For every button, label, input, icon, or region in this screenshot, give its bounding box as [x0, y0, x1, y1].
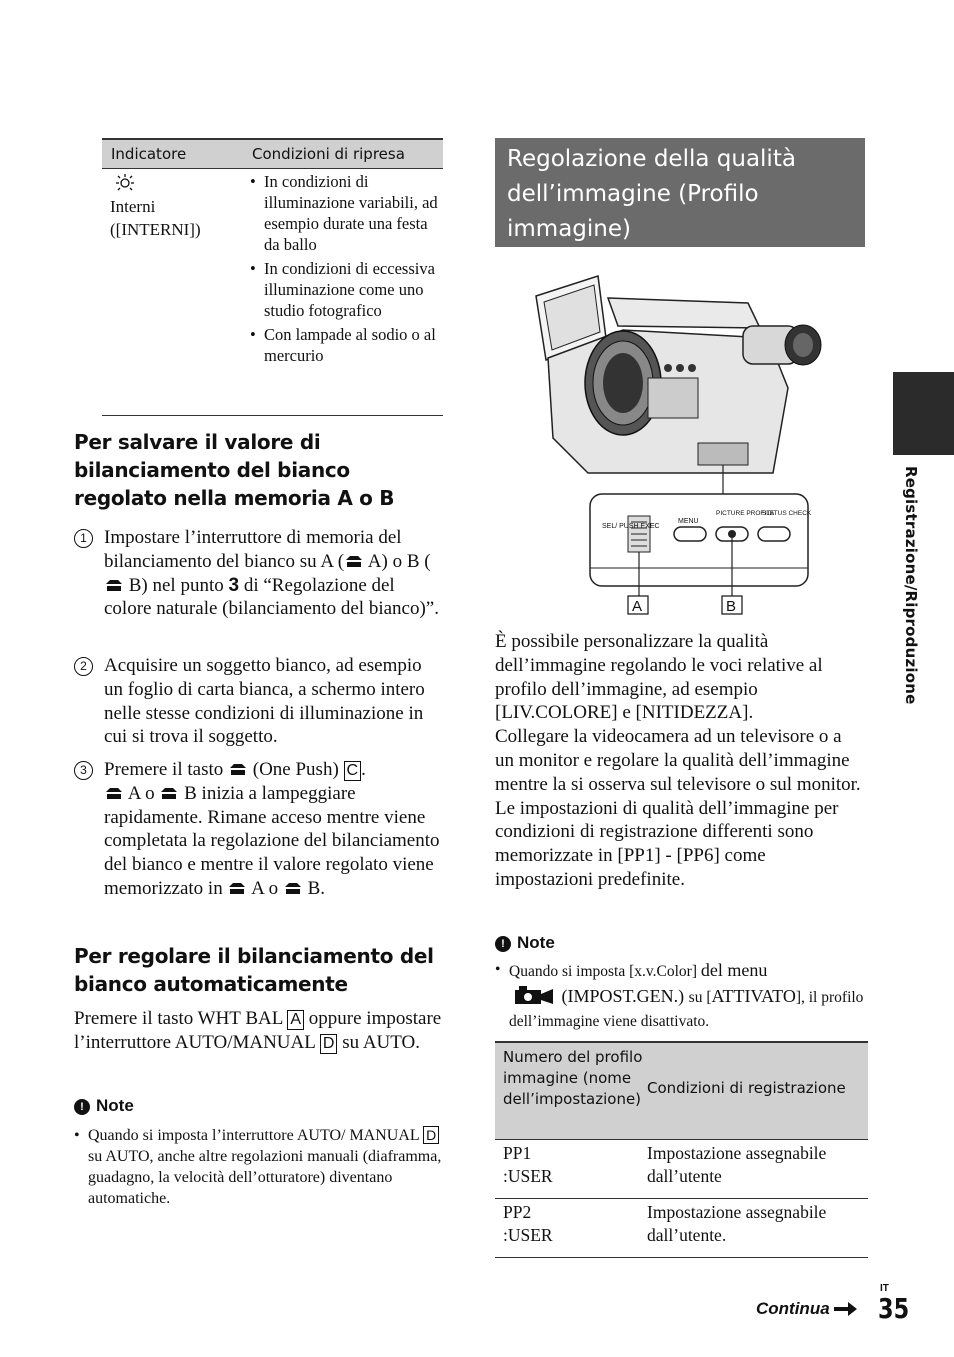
table-cell: Impostazione assegnabile dall’utente — [647, 1143, 827, 1186]
step-text: B inizia a lampeggiare rapidamente. Rimane acceso mentre viene completata la regolazione del bilanciamento del bianco e mentre il valore regolato viene memorizzato in — [104, 782, 440, 899]
picture-profile-label: PICTURE PROFILE — [716, 510, 775, 517]
indoor-light-icon — [114, 173, 136, 193]
arrow-right-icon — [834, 1301, 858, 1317]
step-text: A) o B ( — [364, 550, 431, 572]
continue-label — [756, 1299, 858, 1319]
note-item: • Quando si imposta [x.v.Color] del menu (IMPOST.GEN.) su [ATTIVATO], il profilo dell’immagine viene disattivato. — [495, 960, 864, 1030]
note-heading — [74, 1096, 134, 1116]
conditions-list — [250, 171, 440, 369]
step-text: Acquisire un soggetto bianco, ad esempio un foglio di carta bianca, a schermo intero nelle stesse condizioni di illuminazione in cui si trova il soggetto. — [104, 655, 425, 748]
white-balance-icon — [344, 554, 364, 568]
white-balance-icon — [227, 881, 247, 895]
paragraph: Le impostazioni di qualità dell’immagine per condizioni di registrazione differenti sono memorizzate in [PP1] - [PP6] come impostazioni predefinite. — [495, 797, 839, 890]
section-banner — [495, 138, 865, 247]
continue-text: Continua — [756, 1299, 830, 1318]
callout-d: D — [423, 1126, 439, 1144]
table-row — [495, 1199, 868, 1258]
step-text: B) nel punto — [124, 574, 229, 596]
page-number: 35 — [878, 1292, 910, 1325]
note-text: Quando si imposta l’interruttore AUTO/ MANUAL — [88, 1127, 424, 1144]
step-text: A o — [247, 877, 283, 899]
step-text: . — [361, 759, 366, 780]
note-text: Quando si imposta [x.v.Color] — [509, 963, 701, 980]
white-balance-icon — [228, 762, 248, 776]
white-balance-icon — [104, 578, 124, 592]
section-label — [898, 466, 922, 705]
note-text: su [ — [688, 989, 712, 1006]
list-item: • In condizioni di eccessiva illuminazione come uno studio fotografico — [250, 258, 440, 321]
section-title-auto: Per regolare il bilanciamento del bianco automaticamente — [74, 944, 434, 996]
step-number: 3 — [74, 761, 93, 780]
table-cell: PP2 :USER — [503, 1202, 553, 1245]
step-2 — [74, 654, 442, 749]
paragraph-text: Premere il tasto WHT BAL — [74, 1008, 288, 1029]
callout-a: A — [287, 1010, 304, 1030]
table-cell: PP1 :USER — [503, 1143, 553, 1186]
paragraph: È possibile personalizzare la qualità dell’immagine regolando le voci relative al profilo dell’immagine, ad esempio [LIV.COLORE] e [NITIDEZZA]. — [495, 631, 823, 724]
note-text: ], il profilo dell’immagine viene disattivato. — [509, 989, 864, 1030]
step-text: (One Push) — [248, 759, 344, 780]
step-text: B. — [302, 877, 326, 899]
table-cell: Impostazione assegnabile dall’utente. — [647, 1202, 827, 1245]
white-balance-icon — [283, 881, 303, 895]
table-header-indicator: Indicatore — [111, 145, 187, 163]
step-text: A o — [124, 782, 160, 804]
table-row — [495, 1140, 868, 1199]
paragraph-text: su AUTO. — [337, 1031, 420, 1053]
white-balance-icon — [104, 786, 124, 800]
note-heading — [495, 933, 555, 953]
note-item: • Quando si imposta l’interruttore AUTO/ MANUAL D su AUTO, anche altre regolazioni manuali (diaframma, guadagno, la velocità dell’otturatore) diventano automatiche. — [74, 1127, 442, 1207]
note-text: su AUTO, anche altre regolazioni manuali (diaframma, guadagno, la velocità dell’otturatore) diventano automatiche. — [88, 1148, 442, 1207]
note-text: ATTIVATO — [711, 986, 796, 1006]
step-text: Premere il tasto — [104, 759, 228, 780]
white-balance-icon — [159, 786, 179, 800]
note-text: del menu — [700, 960, 768, 980]
camcorder-illustration — [528, 268, 828, 618]
step-1 — [74, 526, 442, 621]
note-title: Note — [517, 933, 555, 952]
table-header — [102, 138, 443, 169]
table-header-profile: Numero del profilo immagine (nome dell’impostazione) — [503, 1048, 643, 1108]
sel-label: SEL/ PUSH EXEC — [602, 523, 660, 530]
callout-b-label: B — [726, 598, 737, 615]
step-text: Impostare l’interruttore di memoria del bilanciamento del bianco su A ( — [104, 527, 402, 572]
menu-label: MENU — [678, 518, 699, 525]
table-header-conditions: Condizioni di registrazione — [647, 1079, 846, 1097]
step-number: 1 — [74, 529, 93, 548]
note-icon: ! — [495, 936, 511, 952]
banner-title: Regolazione della qualità dell’immagine (Profilo immagine) — [507, 146, 796, 242]
table-header-conditions: Condizioni di ripresa — [252, 145, 405, 163]
section-label-text: Registrazione/Riproduzione — [902, 466, 920, 705]
list-item: • In condizioni di illuminazione variabili, ad esempio durate una festa da ballo — [250, 171, 440, 255]
note-icon: ! — [74, 1099, 90, 1115]
step-number: 2 — [74, 657, 93, 676]
status-check-label: STATUS CHECK — [762, 510, 812, 517]
note-text: (IMPOST.GEN.) — [557, 986, 689, 1006]
indicator-table — [102, 138, 443, 416]
step-ref: 3 — [228, 574, 240, 596]
camera-settings-icon — [513, 984, 557, 1006]
list-item: • Con lampade al sodio o al mercurio — [250, 324, 440, 366]
section-tab — [893, 372, 954, 455]
step-3 — [74, 758, 442, 901]
step-text: di “Regolazione del colore naturale (bilanciamento del bianco)”. — [104, 574, 439, 620]
section-title-memory: Per salvare il valore di bilanciamento del bianco regolato nella memoria A o B — [74, 430, 395, 510]
callout-a-label: A — [632, 598, 643, 615]
callout-d: D — [320, 1034, 338, 1054]
callout-c: C — [344, 761, 362, 781]
auto-paragraph — [74, 1007, 444, 1055]
intro-text — [495, 630, 865, 892]
indicator-label: Interni ([INTERNI]) — [110, 197, 201, 239]
language-code: IT — [880, 1283, 889, 1294]
paragraph: Collegare la videocamera ad un televisore o a un monitor e regolare la qualità dell’immagine mentre la si osserva sul televisore o sul monitor. — [495, 726, 861, 795]
profile-table — [495, 1041, 868, 1258]
note-title: Note — [96, 1096, 134, 1115]
table-row — [102, 169, 443, 416]
table-header — [495, 1041, 868, 1140]
paragraph-text: oppure impostare l’interruttore AUTO/MANUAL — [74, 1008, 442, 1053]
